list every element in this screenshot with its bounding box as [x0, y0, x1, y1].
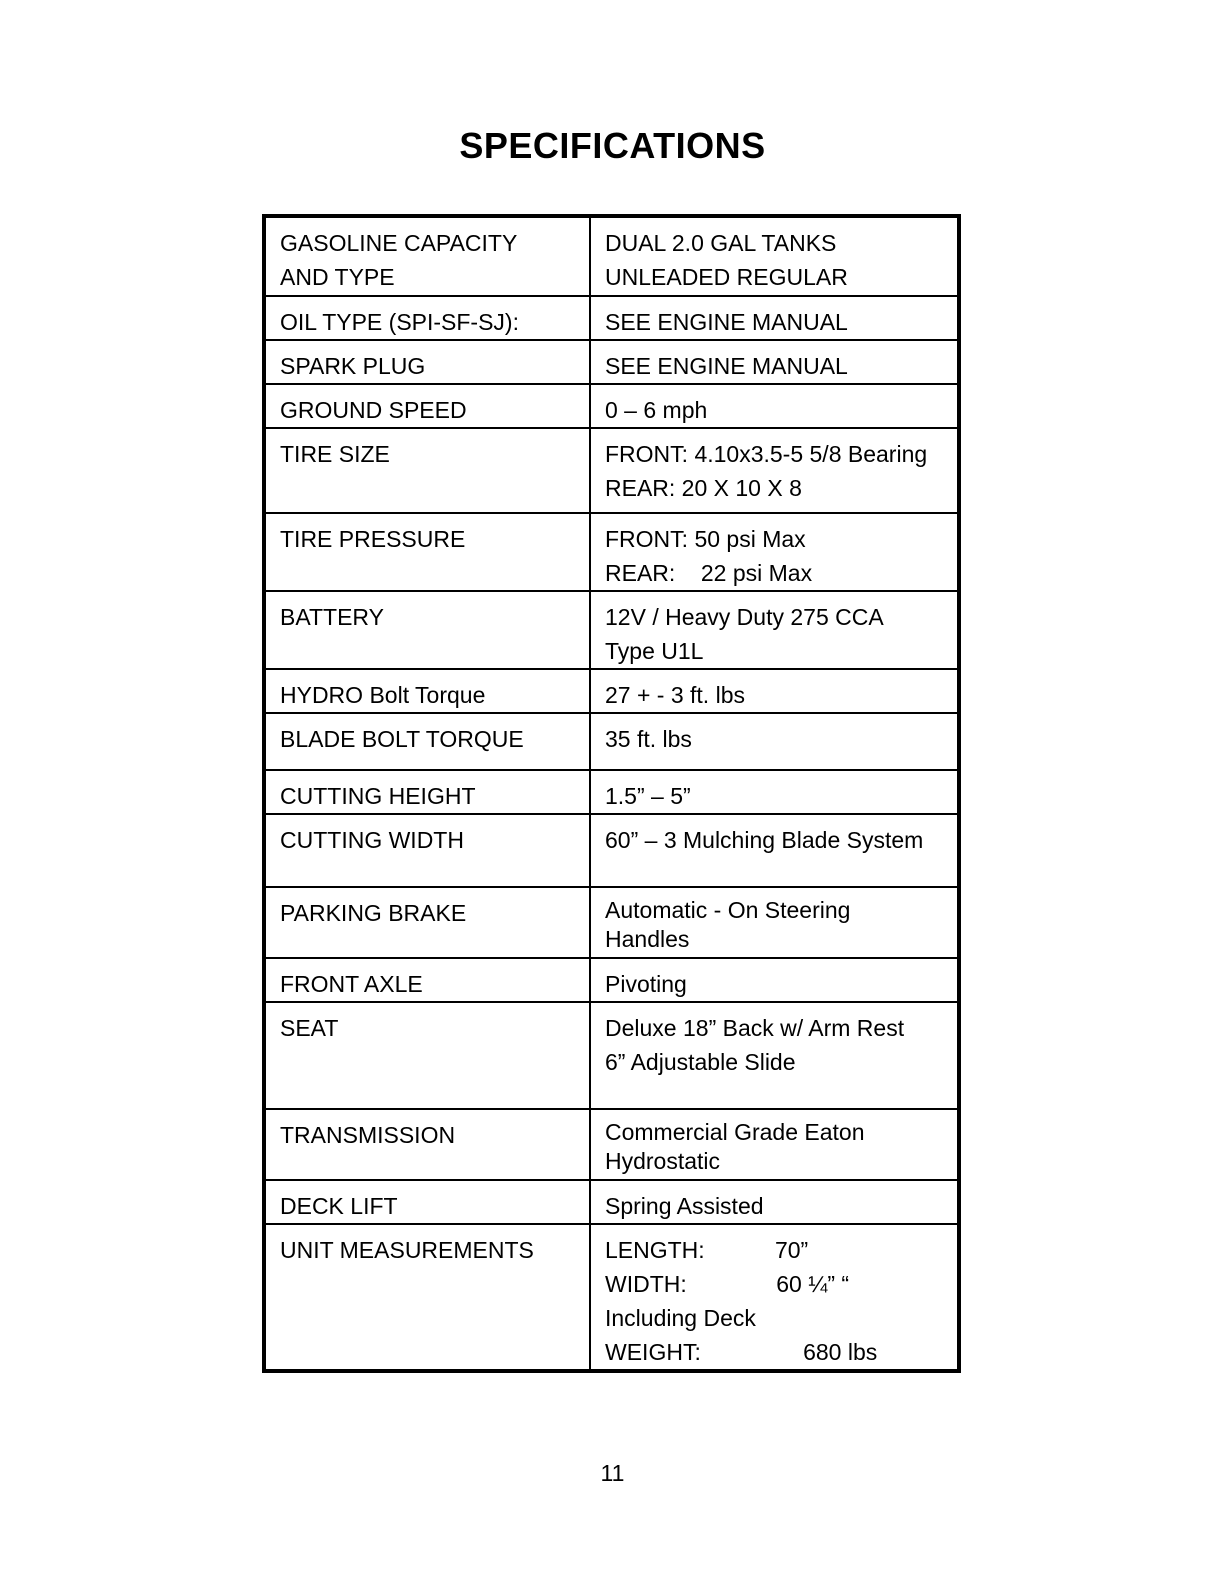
spec-value: Type U1L [605, 638, 704, 664]
spec-value: Automatic - On Steering [605, 897, 851, 923]
spec-value-cell [590, 713, 959, 770]
spec-value-cell [590, 887, 959, 958]
spec-row [264, 958, 959, 1002]
spec-value: REAR: 20 X 10 X 8 [605, 475, 802, 501]
spec-label-cell [264, 384, 590, 428]
spec-label: TIRE PRESSURE [280, 526, 466, 552]
spec-value-cell [590, 1180, 959, 1224]
spec-value-cell [590, 770, 959, 814]
spec-label-cell [264, 340, 590, 384]
spec-row [264, 669, 959, 713]
spec-value-cell [590, 1109, 959, 1180]
spec-label: SPARK PLUG [280, 353, 426, 379]
spec-label-cell [264, 669, 590, 713]
spec-value: WIDTH: 60 ¼” “ [605, 1271, 850, 1297]
spec-label-cell [264, 713, 590, 770]
spec-value: 27 + - 3 ft. lbs [605, 682, 745, 708]
spec-row [264, 591, 959, 669]
spec-label-cell [264, 513, 590, 591]
spec-label: OIL TYPE (SPI-SF-SJ): [280, 309, 519, 335]
spec-value: Spring Assisted [605, 1193, 764, 1219]
spec-label-cell [264, 1002, 590, 1109]
spec-label: TRANSMISSION [280, 1122, 456, 1148]
spec-label: HYDRO Bolt Torque [280, 682, 486, 708]
specifications-table-body [264, 216, 959, 1371]
spec-value: FRONT: 50 psi Max [605, 526, 806, 552]
spec-row [264, 887, 959, 958]
page-title: SPECIFICATIONS [459, 125, 766, 166]
spec-value-cell [590, 814, 959, 887]
spec-label-cell [264, 216, 590, 296]
page-number: 11 [600, 1460, 625, 1486]
spec-label: PARKING BRAKE [280, 900, 467, 926]
specifications-table [262, 214, 961, 1373]
spec-value-cell [590, 340, 959, 384]
spec-label: FRONT AXLE [280, 971, 423, 997]
spec-label: GROUND SPEED [280, 397, 467, 423]
spec-value: Including Deck [605, 1305, 756, 1331]
spec-label: CUTTING HEIGHT [280, 783, 476, 809]
spec-value: Pivoting [605, 971, 687, 997]
spec-row [264, 216, 959, 296]
spec-label-cell [264, 296, 590, 340]
spec-value: Commercial Grade Eaton [605, 1119, 865, 1145]
spec-value-cell [590, 669, 959, 713]
spec-value: DUAL 2.0 GAL TANKS [605, 230, 837, 256]
spec-label: SEAT [280, 1015, 339, 1041]
spec-value: Deluxe 18” Back w/ Arm Rest [605, 1015, 905, 1041]
spec-row [264, 428, 959, 513]
spec-value: REAR: 22 psi Max [605, 560, 813, 586]
spec-label: CUTTING WIDTH [280, 827, 464, 853]
spec-row [264, 713, 959, 770]
spec-value: Handles [605, 926, 690, 952]
spec-label-cell [264, 814, 590, 887]
spec-row [264, 1224, 959, 1371]
spec-label-cell [264, 1224, 590, 1371]
spec-value: 1.5” – 5” [605, 783, 691, 809]
spec-row [264, 340, 959, 384]
spec-value: 0 – 6 mph [605, 397, 708, 423]
spec-value: WEIGHT: 680 lbs [605, 1339, 878, 1365]
spec-value: 35 ft. lbs [605, 726, 692, 752]
spec-label-cell [264, 958, 590, 1002]
spec-label-cell [264, 770, 590, 814]
spec-label: BLADE BOLT TORQUE [280, 726, 524, 752]
spec-value: 60” – 3 Mulching Blade System [605, 827, 924, 853]
spec-row [264, 814, 959, 887]
spec-value-cell [590, 384, 959, 428]
spec-value-cell [590, 591, 959, 669]
spec-value: 12V / Heavy Duty 275 CCA [605, 604, 884, 630]
spec-label: AND TYPE [280, 264, 395, 290]
spec-row [264, 296, 959, 340]
spec-label: TIRE SIZE [280, 441, 390, 467]
spec-label-cell [264, 1180, 590, 1224]
spec-value: UNLEADED REGULAR [605, 264, 848, 290]
spec-value-cell [590, 1002, 959, 1109]
spec-label: DECK LIFT [280, 1193, 398, 1219]
spec-label: BATTERY [280, 604, 384, 630]
spec-value: 6” Adjustable Slide [605, 1049, 796, 1075]
spec-value: SEE ENGINE MANUAL [605, 309, 848, 335]
spec-value: SEE ENGINE MANUAL [605, 353, 848, 379]
spec-value: LENGTH: 70” [605, 1237, 809, 1263]
spec-value: FRONT: 4.10x3.5-5 5/8 Bearing [605, 441, 928, 467]
spec-row [264, 1109, 959, 1180]
spec-value-cell [590, 216, 959, 296]
spec-label-cell [264, 428, 590, 513]
spec-label-cell [264, 887, 590, 958]
spec-row [264, 1002, 959, 1109]
spec-label: GASOLINE CAPACITY [280, 230, 518, 256]
spec-row [264, 770, 959, 814]
spec-row [264, 384, 959, 428]
spec-value-cell [590, 428, 959, 513]
spec-value-cell [590, 513, 959, 591]
spec-value-cell [590, 958, 959, 1002]
spec-value-cell [590, 1224, 959, 1371]
spec-label-cell [264, 591, 590, 669]
spec-label: UNIT MEASUREMENTS [280, 1237, 534, 1263]
spec-row [264, 513, 959, 591]
spec-label-cell [264, 1109, 590, 1180]
spec-row [264, 1180, 959, 1224]
spec-value: Hydrostatic [605, 1148, 721, 1174]
spec-value-cell [590, 296, 959, 340]
